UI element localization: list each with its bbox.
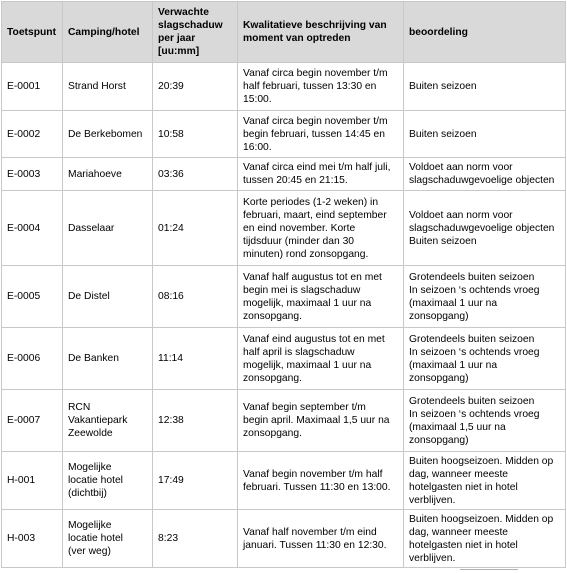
cell-toetspunt: E-0001 <box>2 63 63 111</box>
divider <box>460 569 518 570</box>
cell-description: Vanaf circa begin november t/m half februari, tussen 13:30 en 15:00. <box>238 63 404 111</box>
cell-description: Vanaf circa eind mei t/m half juli, tussen 20:45 en 21:15. <box>238 158 404 191</box>
cell-description: Korte periodes (1-2 weken) in februari, maart, eind september en eind november. Korte tijdsduur (minder dan 30 minuten) rond zonsopgang. <box>238 191 404 266</box>
table-row <box>2 158 566 191</box>
cell-shadow: 08:16 <box>153 266 238 328</box>
cell-location: Mogelijke locatie hotel (dichtbij) <box>63 452 153 510</box>
cell-location: De Banken <box>63 328 153 390</box>
cell-assessment: Buiten hoogseizoen. Midden op dag, wanneer meeste hotelgasten niet in hotel verblijven. <box>404 510 566 568</box>
cell-description: Vanaf circa begin november t/m begin februari, tussen 14:45 en 16:00. <box>238 111 404 158</box>
header-camping-hotel: Camping/hotel <box>63 2 153 63</box>
table-header-row <box>2 2 566 63</box>
table-row <box>2 63 566 111</box>
cell-description: Vanaf half augustus tot en met begin mei is slagschaduw mogelijk, maximaal 1 uur na zonsopgang. <box>238 266 404 328</box>
cell-toetspunt: E-0005 <box>2 266 63 328</box>
table-row <box>2 191 566 266</box>
cell-assessment: Grotendeels buiten seizoen In seizoen ‘s ochtends vroeg (maximaal 1 uur na zonsopgang) <box>404 266 566 328</box>
cell-shadow: 20:39 <box>153 63 238 111</box>
cell-assessment: Grotendeels buiten seizoen In seizoen ‘s ochtends vroeg (maximaal 1,5 uur na zonsopgang) <box>404 390 566 452</box>
cell-location: De Distel <box>63 266 153 328</box>
cell-description: Vanaf eind augustus tot en met half april is slagschaduw mogelijk, maximaal 1 uur na zonsopgang. <box>238 328 404 390</box>
table-row <box>2 111 566 158</box>
cell-location: RCN Vakantiepark Zeewolde <box>63 390 153 452</box>
cell-toetspunt: E-0003 <box>2 158 63 191</box>
cell-shadow: 17:49 <box>153 452 238 510</box>
cell-location: Mariahoeve <box>63 158 153 191</box>
cell-assessment: Buiten seizoen <box>404 63 566 111</box>
cell-location: Strand Horst <box>63 63 153 111</box>
cell-shadow: 11:14 <box>153 328 238 390</box>
cell-toetspunt: E-0004 <box>2 191 63 266</box>
cell-assessment: Buiten seizoen <box>404 111 566 158</box>
cell-shadow: 01:24 <box>153 191 238 266</box>
table-row <box>2 452 566 510</box>
cell-assessment: Grotendeels buiten seizoen In seizoen ‘s ochtends vroeg (maximaal 1 uur na zonsopgang) <box>404 328 566 390</box>
table-row <box>2 328 566 390</box>
cell-toetspunt: H-003 <box>2 510 63 568</box>
header-expected-shadow: Verwachte slagschaduw per jaar [uu:mm] <box>153 2 238 63</box>
cell-shadow: 8:23 <box>153 510 238 568</box>
cell-description: Vanaf half november t/m eind januari. Tussen 11:30 en 12:30. <box>238 510 404 568</box>
table-row <box>2 510 566 568</box>
header-qualitative-description: Kwalitatieve beschrijving van moment van optreden <box>238 2 404 63</box>
cell-location: De Berkebomen <box>63 111 153 158</box>
cell-toetspunt: E-0002 <box>2 111 63 158</box>
cell-assessment: Voldoet aan norm voor slagschaduwgevoelige objecten <box>404 158 566 191</box>
cell-shadow: 10:58 <box>153 111 238 158</box>
cell-location: Dasselaar <box>63 191 153 266</box>
table-row <box>2 266 566 328</box>
cell-assessment: Voldoet aan norm voor slagschaduwgevoelige objecten Buiten seizoen <box>404 191 566 266</box>
cell-shadow: 03:36 <box>153 158 238 191</box>
cell-shadow: 12:38 <box>153 390 238 452</box>
shadow-assessment-table <box>1 1 566 568</box>
cell-toetspunt: E-0006 <box>2 328 63 390</box>
header-toetspunt: Toetspunt <box>2 2 63 63</box>
cell-toetspunt: H-001 <box>2 452 63 510</box>
cell-assessment: Buiten hoogseizoen. Midden op dag, wanneer meeste hotelgasten niet in hotel verblijven. <box>404 452 566 510</box>
cell-toetspunt: E-0007 <box>2 390 63 452</box>
table-row <box>2 390 566 452</box>
cell-description: Vanaf begin september t/m begin april. Maximaal 1,5 uur na zonsopgang. <box>238 390 404 452</box>
cell-description: Vanaf begin november t/m half februari. Tussen 11:30 en 13:00. <box>238 452 404 510</box>
cell-location: Mogelijke locatie hotel (ver weg) <box>63 510 153 568</box>
header-assessment: beoordeling <box>404 2 566 63</box>
